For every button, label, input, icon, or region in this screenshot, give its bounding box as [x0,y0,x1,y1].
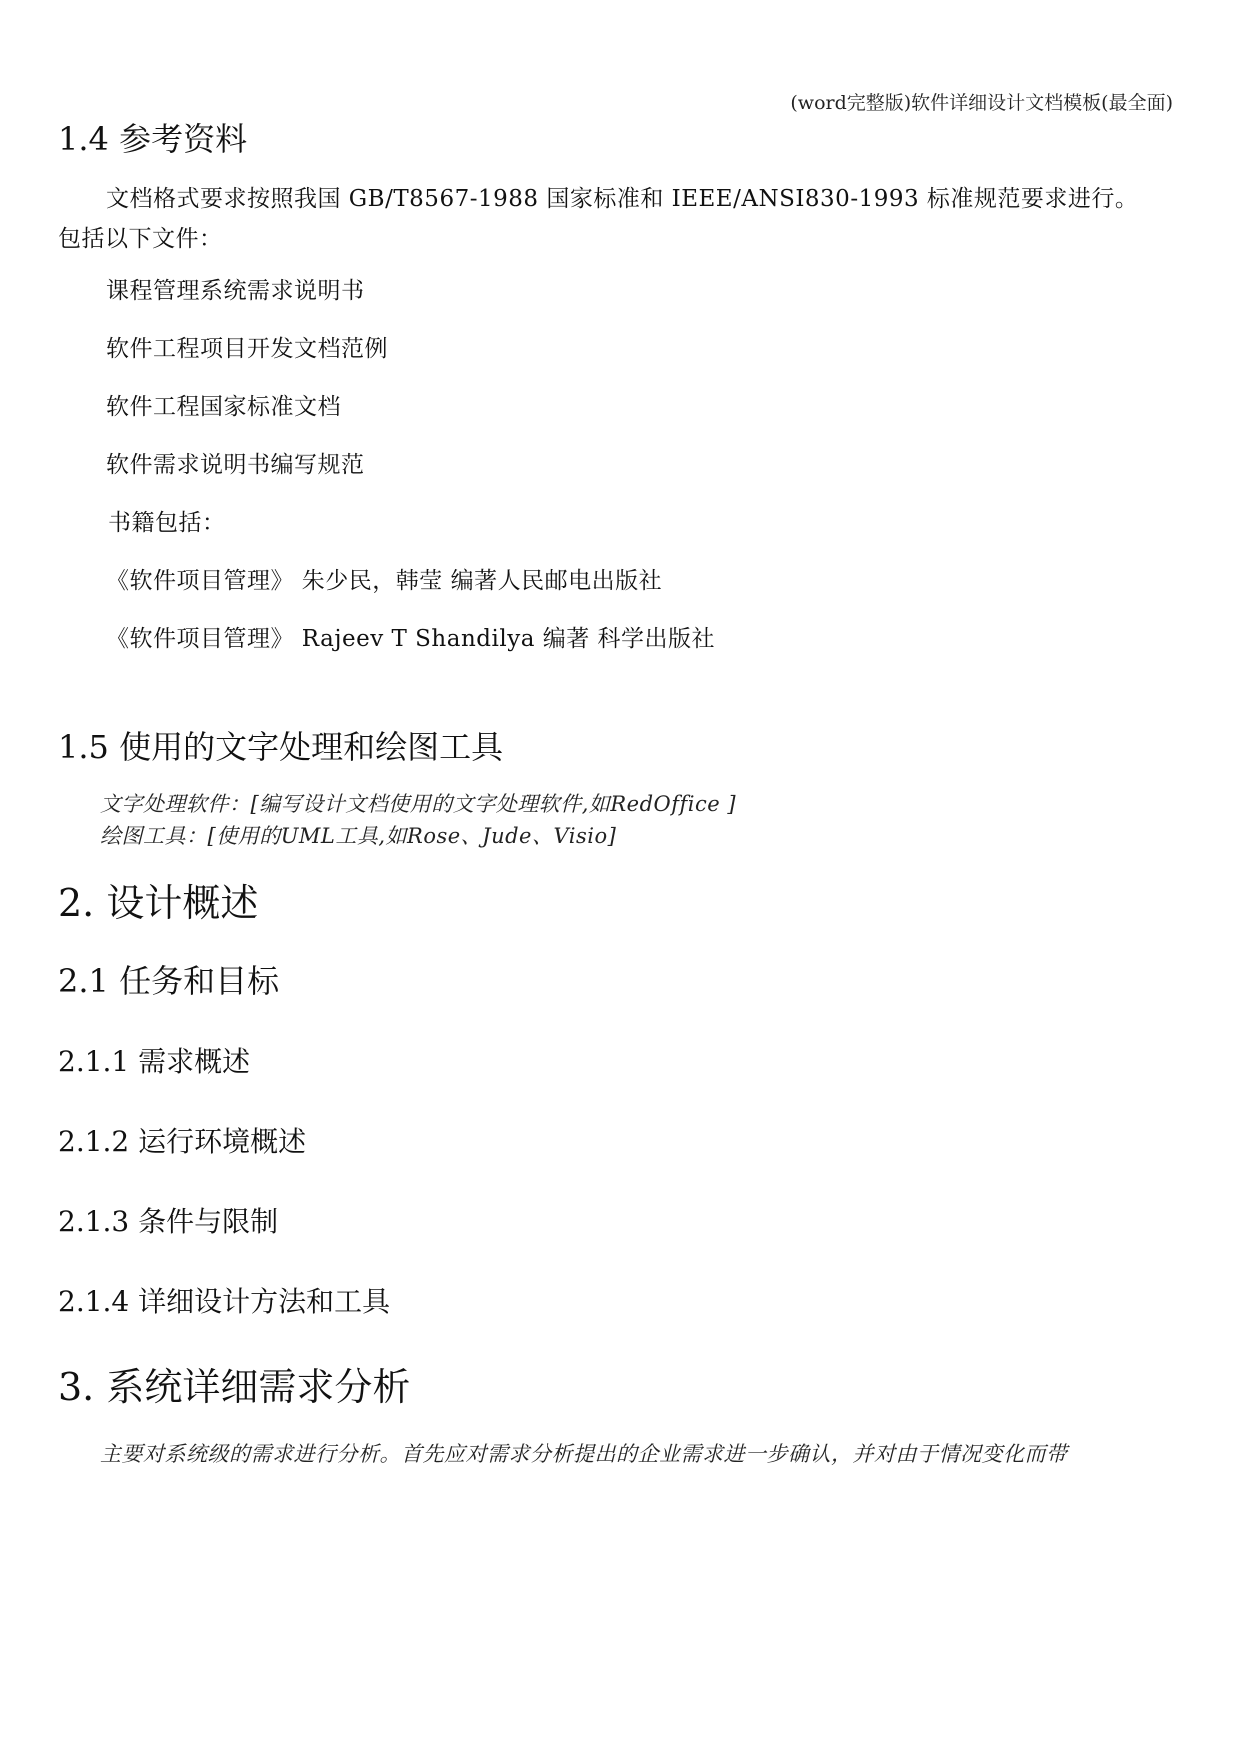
running-header: (word完整版)软件详细设计文档模板(最全面) [790,92,1173,114]
heading-2-1-3: 2.1.3 条件与限制 [58,1205,279,1238]
file-item: 软件工程项目开发文档范例 [106,336,388,362]
intro-line-2: 包括以下文件： [58,226,223,252]
heading-2-1-4: 2.1.4 详细设计方法和工具 [58,1285,391,1318]
drawing-tool-note: 绘图工具：[使用的UML工具,如Rose、Jude、Visio] [100,824,617,848]
heading-2-1: 2.1 任务和目标 [58,962,280,1000]
heading-1-4: 1.4 参考资料 [58,120,248,158]
file-item: 软件需求说明书编写规范 [106,452,365,478]
heading-3: 3. 系统详细需求分析 [58,1365,411,1409]
book-item: 《软件项目管理》 朱少民，韩莹 编著人民邮电出版社 [106,568,663,594]
books-label: 书籍包括： [108,510,226,536]
heading-2-1-2: 2.1.2 运行环境概述 [58,1125,307,1158]
heading-2-1-1: 2.1.1 需求概述 [58,1045,251,1078]
intro-line-1: 文档格式要求按照我国 GB/T8567-1988 国家标准和 IEEE/ANSI830-1993 标准规范要求进行。 [106,186,1139,212]
section-3-note: 主要对系统级的需求进行分析。首先应对需求分析提出的企业需求进一步确认，并对由于情况变化而带 [100,1442,1068,1466]
word-processor-note: 文字处理软件：[编写设计文档使用的文字处理软件,如RedOffice ] [100,792,737,816]
heading-1-5: 1.5 使用的文字处理和绘图工具 [58,728,504,766]
heading-2: 2. 设计概述 [58,881,259,925]
book-item: 《软件项目管理》 Rajeev T Shandilya 编著 科学出版社 [106,626,716,652]
file-item: 课程管理系统需求说明书 [106,278,365,304]
file-item: 软件工程国家标准文档 [106,394,341,420]
